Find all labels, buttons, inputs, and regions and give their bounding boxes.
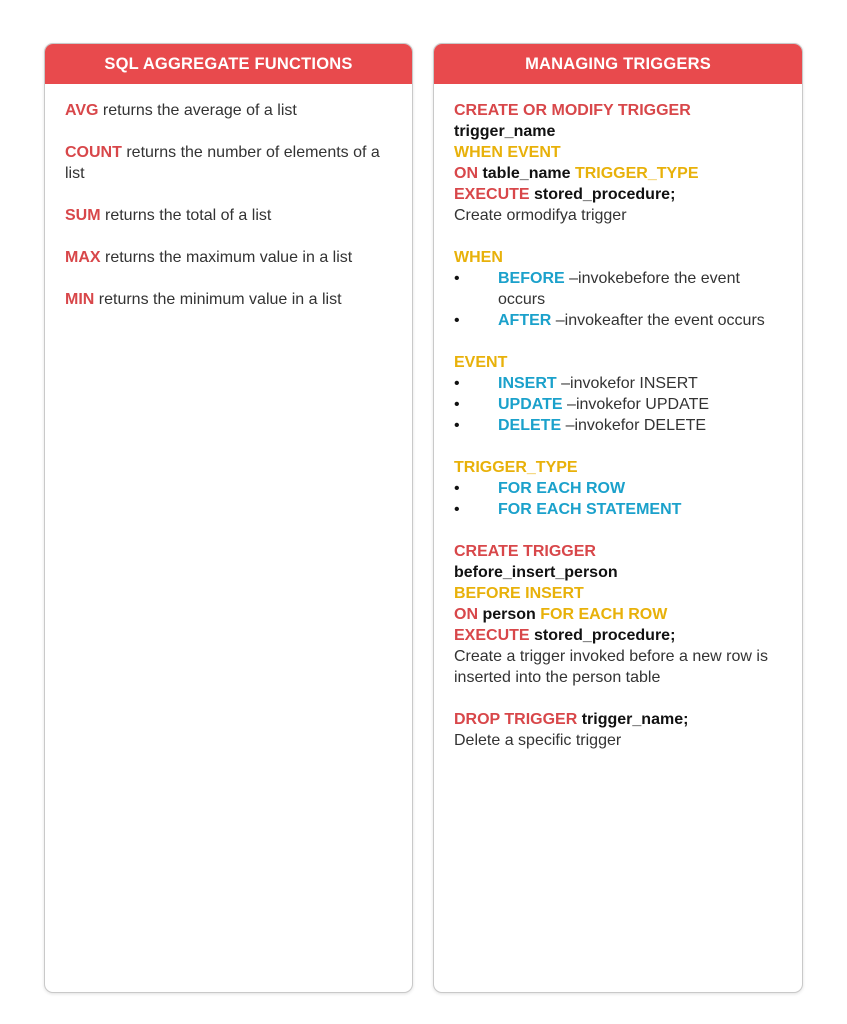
aggregate-functions-panel — [44, 43, 413, 993]
sum-item — [65, 205, 392, 226]
when-event-keyword: WHEN EVENT — [454, 144, 561, 161]
update-keyword: UPDATE — [498, 396, 563, 413]
drop-trigger-name: trigger_name; — [577, 711, 689, 728]
delete-keyword: DELETE — [498, 417, 562, 434]
drop-trigger-section — [454, 709, 782, 751]
table-name: table_name — [478, 165, 575, 182]
create-modify-keyword: CREATE OR MODIFY TRIGGER — [454, 102, 691, 119]
list-item — [454, 415, 782, 436]
count-description: returns the number of elements of a list — [65, 144, 380, 182]
managing-triggers-header: MANAGING TRIGGERS — [434, 44, 802, 84]
example-description: Create a trigger invoked before a new row is inserted into the person table — [454, 648, 768, 686]
insert-keyword: INSERT — [498, 375, 557, 392]
avg-keyword: AVG — [65, 102, 99, 119]
on-person-line — [454, 604, 782, 625]
count-item — [65, 142, 392, 184]
before-keyword: BEFORE — [498, 270, 565, 287]
aggregate-functions-header: SQL AGGREGATE FUNCTIONS — [45, 44, 412, 84]
list-item — [454, 373, 782, 394]
execute-line — [454, 184, 782, 205]
stored-procedure: stored_procedure; — [529, 186, 676, 203]
execute-keyword: EXECUTE — [454, 186, 530, 203]
event-list — [454, 373, 782, 436]
update-description: –invokefor UPDATE — [562, 396, 710, 413]
on-keyword: ON — [454, 606, 478, 623]
min-description: returns the minimum value in a list — [94, 291, 342, 308]
managing-triggers-panel — [433, 43, 803, 993]
list-item — [454, 394, 782, 415]
aggregate-functions-body — [45, 84, 412, 310]
avg-description: returns the average of a list — [98, 102, 297, 119]
when-heading: WHEN — [454, 249, 503, 266]
max-keyword: MAX — [65, 249, 101, 266]
person-table: person — [478, 606, 541, 623]
drop-description: Delete a specific trigger — [454, 732, 622, 749]
max-item — [65, 247, 392, 268]
create-trigger-syntax — [454, 100, 782, 226]
min-keyword: MIN — [65, 291, 95, 308]
trigger-name: trigger_name — [454, 123, 556, 140]
list-item — [454, 310, 782, 331]
trigger-type-section — [454, 457, 782, 520]
on-table-line — [454, 163, 782, 184]
delete-description: –invokefor DELETE — [561, 417, 707, 434]
max-description: returns the maximum value in a list — [100, 249, 353, 266]
execute-keyword: EXECUTE — [454, 627, 530, 644]
stored-procedure: stored_procedure; — [529, 627, 676, 644]
create-description: Create ormodifya trigger — [454, 207, 627, 224]
drop-trigger-line — [454, 709, 782, 730]
avg-item — [65, 100, 392, 121]
on-keyword: ON — [454, 165, 478, 182]
count-keyword: COUNT — [65, 144, 122, 161]
sum-description: returns the total of a list — [100, 207, 272, 224]
execute-line — [454, 625, 782, 646]
list-item — [454, 268, 782, 310]
when-section — [454, 247, 782, 331]
trigger-type-heading: TRIGGER_TYPE — [454, 459, 578, 476]
min-item — [65, 289, 392, 310]
list-item — [454, 478, 782, 499]
event-section — [454, 352, 782, 436]
before-insert-keyword: BEFORE INSERT — [454, 585, 584, 602]
example-trigger-name: before_insert_person — [454, 564, 618, 581]
after-keyword: AFTER — [498, 312, 552, 329]
create-trigger-keyword: CREATE TRIGGER — [454, 543, 596, 560]
create-trigger-example — [454, 541, 782, 688]
event-heading: EVENT — [454, 354, 508, 371]
for-each-row-option: FOR EACH ROW — [498, 480, 626, 497]
trigger-type-keyword: TRIGGER_TYPE — [574, 165, 699, 182]
before-description: –invokebefore the event occurs — [498, 270, 740, 308]
drop-trigger-keyword: DROP TRIGGER — [454, 711, 578, 728]
for-each-statement-option: FOR EACH STATEMENT — [498, 501, 682, 518]
list-item — [454, 499, 782, 520]
trigger-type-list — [454, 478, 782, 520]
insert-description: –invokefor INSERT — [556, 375, 698, 392]
after-description: –invokeafter the event occurs — [551, 312, 765, 329]
for-each-row-keyword: FOR EACH ROW — [540, 606, 668, 623]
managing-triggers-body — [434, 84, 802, 751]
when-list — [454, 268, 782, 331]
sum-keyword: SUM — [65, 207, 101, 224]
